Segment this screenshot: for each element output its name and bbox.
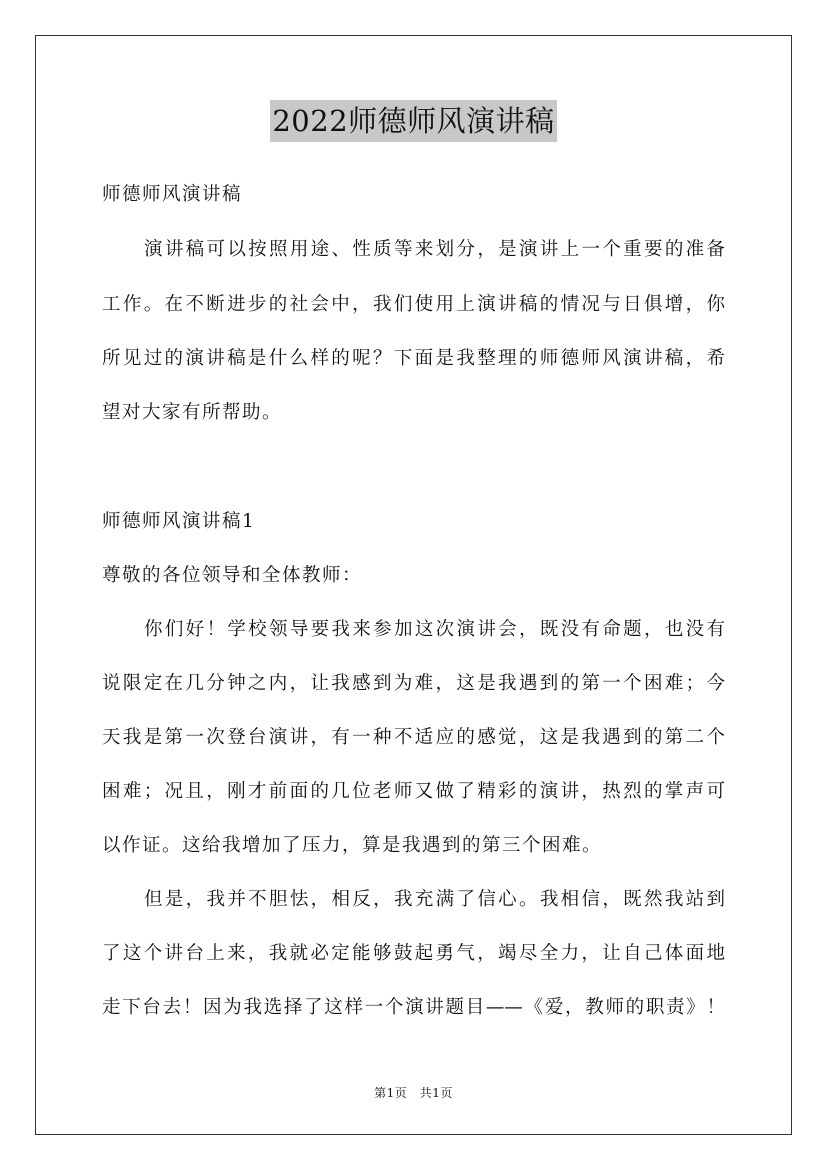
title-wrapper xyxy=(0,100,827,142)
salutation: 尊敬的各位领导和全体教师： xyxy=(102,565,363,586)
page-footer: 第1页 共1页 xyxy=(374,1086,453,1100)
section-heading: 师德师风演讲稿1 xyxy=(102,511,256,532)
paragraph-line: 以作证。这给我增加了压力，算是我遇到的第三个困难。 xyxy=(102,835,603,856)
intro-line: 望对大家有所帮助。 xyxy=(102,402,283,423)
paragraph-line: 但是，我并不胆怯，相反，我充满了信心。我相信，既然我站到 xyxy=(144,889,725,910)
intro-line: 演讲稿可以按照用途、性质等来划分，是演讲上一个重要的准备 xyxy=(144,239,725,260)
intro-line: 所见过的演讲稿是什么样的呢？下面是我整理的师德师风演讲稿，希 xyxy=(102,348,725,369)
document-subtitle: 师德师风演讲稿 xyxy=(102,184,243,205)
intro-line: 工作。在不断进步的社会中，我们使用上演讲稿的情况与日俱增，你 xyxy=(102,294,725,315)
paragraph-line: 说限定在几分钟之内，让我感到为难，这是我遇到的第一个困难；今 xyxy=(102,673,725,694)
document-title: 2022师德师风演讲稿 xyxy=(270,100,556,142)
paragraph-line: 走下台去！因为我选择了这样一个演讲题目——《爱，教师的职责》！ xyxy=(102,997,725,1018)
paragraph-line: 天我是第一次登台演讲，有一种不适应的感觉，这是我遇到的第二个 xyxy=(102,727,725,748)
paragraph-line: 你们好！学校领导要我来参加这次演讲会，既没有命题，也没有 xyxy=(144,619,725,640)
paragraph-line: 了这个讲台上来，我就必定能够鼓起勇气，竭尽全力，让自己体面地 xyxy=(102,943,725,964)
paragraph-line: 困难；况且，刚才前面的几位老师又做了精彩的演讲，热烈的掌声可 xyxy=(102,781,725,802)
